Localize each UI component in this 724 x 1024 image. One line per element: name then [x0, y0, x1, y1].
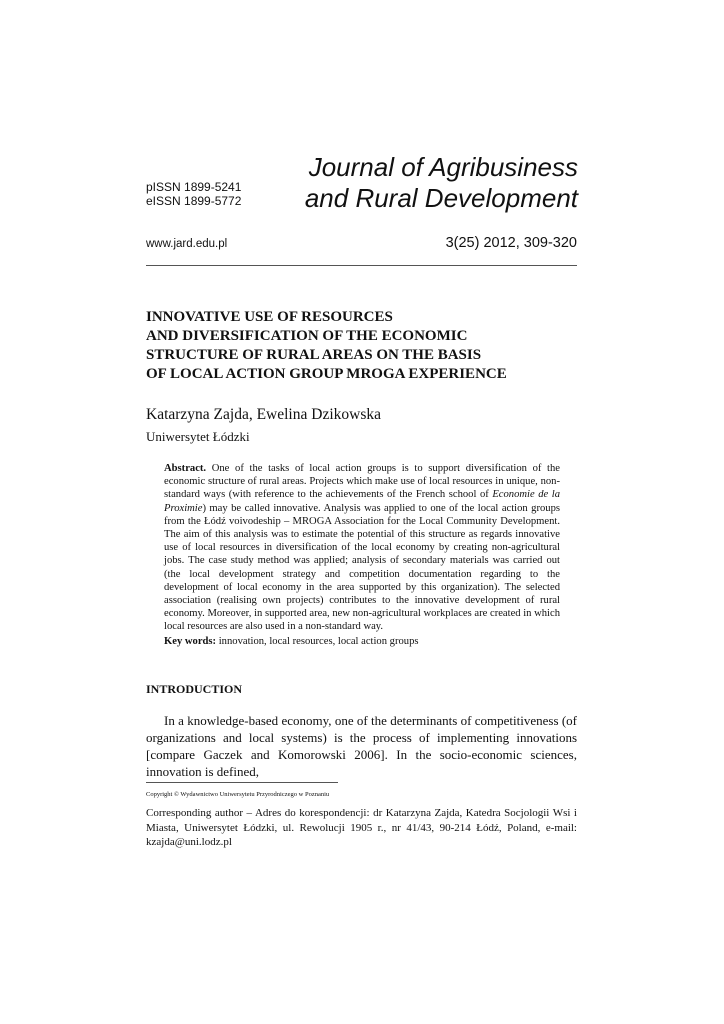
abstract-label: Abstract.	[164, 463, 207, 474]
header-divider	[146, 265, 577, 266]
affiliation: Uniwersytet Łódzki	[146, 429, 250, 444]
journal-title-line-1: Journal of Agribusiness	[308, 152, 578, 182]
title-line: OF LOCAL ACTION GROUP MROGA EXPERIENCE	[146, 366, 507, 382]
authors: Katarzyna Zajda, Ewelina Dzikowska	[146, 406, 381, 423]
journal-website[interactable]: www.jard.edu.pl	[146, 238, 228, 250]
corresponding-author: Corresponding author – Adres do korespondencji: dr Katarzyna Zajda, Katedra Socjologii Wsi i Miasta, Uniwersytet Łódzki, ul. Rewolucji 1905 r., nr 41/43, 90-214 Łódź, Poland, e-mail: kzajda@uni.lodz.pl	[146, 807, 577, 848]
journal-title	[305, 152, 578, 214]
keywords	[164, 636, 564, 647]
keywords-text: innovation, local resources, local action groups	[216, 636, 419, 647]
abstract	[164, 462, 560, 634]
journal-title-line-2: and Rural Development	[304, 183, 578, 213]
issn-block	[146, 180, 241, 208]
abstract-text-2: ) may be called innovative. Analysis was applied to one of the local action groups from the Łódź voivodeship – MROGA Association for the Local Community Development. The aim of this analysis was to estimate the potential of this structure as regards innovative use of local resources in diversification of the local economy by creating non-agricultural jobs. The case study method was applied; analysis of secondary materials was carried out (the local development strategy and competition documentation regarding to the development of local economy in the area supported by this organization). The selected association (realising own projects) contributes to the innovative development of rural economy. Moreover, in supported area, new non-agricultural workplaces are created in which local resources are also used in a non-standard way.	[164, 502, 560, 633]
keywords-label: Key words:	[164, 636, 217, 647]
issue-pages: 3(25) 2012, 309-320	[445, 235, 577, 251]
title-line: AND DIVERSIFICATION OF THE ECONOMIC	[146, 328, 468, 344]
article-title	[146, 308, 586, 384]
introduction-paragraph: In a knowledge-based economy, one of the determinants of competitiveness (of organizations and local systems) is the process of implementing innovations [compare Gaczek and Komorowski 2006]. In the socio-economic sciences, innovation is defined,	[146, 713, 577, 779]
title-line: STRUCTURE OF RURAL AREAS ON THE BASIS	[146, 347, 482, 363]
copyright-notice: Copyright © Wydawnictwo Uniwersytetu Przyrodniczego w Poznaniu	[146, 791, 330, 798]
footnote-divider	[146, 782, 338, 783]
title-line: INNOVATIVE USE OF RESOURCES	[146, 309, 393, 325]
pissn: pISSN 1899-5241	[146, 180, 242, 194]
abstract-italic: Economie de la Proximie	[164, 489, 560, 514]
abstract-text-1: One of the tasks of local action groups is to support diversification of the economic structure of rural areas. Projects which make use of local resources in unique, non-standard ways (with reference to the achievements of the French school of	[164, 463, 560, 501]
section-heading-introduction: INTRODUCTION	[146, 682, 243, 696]
eissn: eISSN 1899-5772	[146, 194, 242, 208]
